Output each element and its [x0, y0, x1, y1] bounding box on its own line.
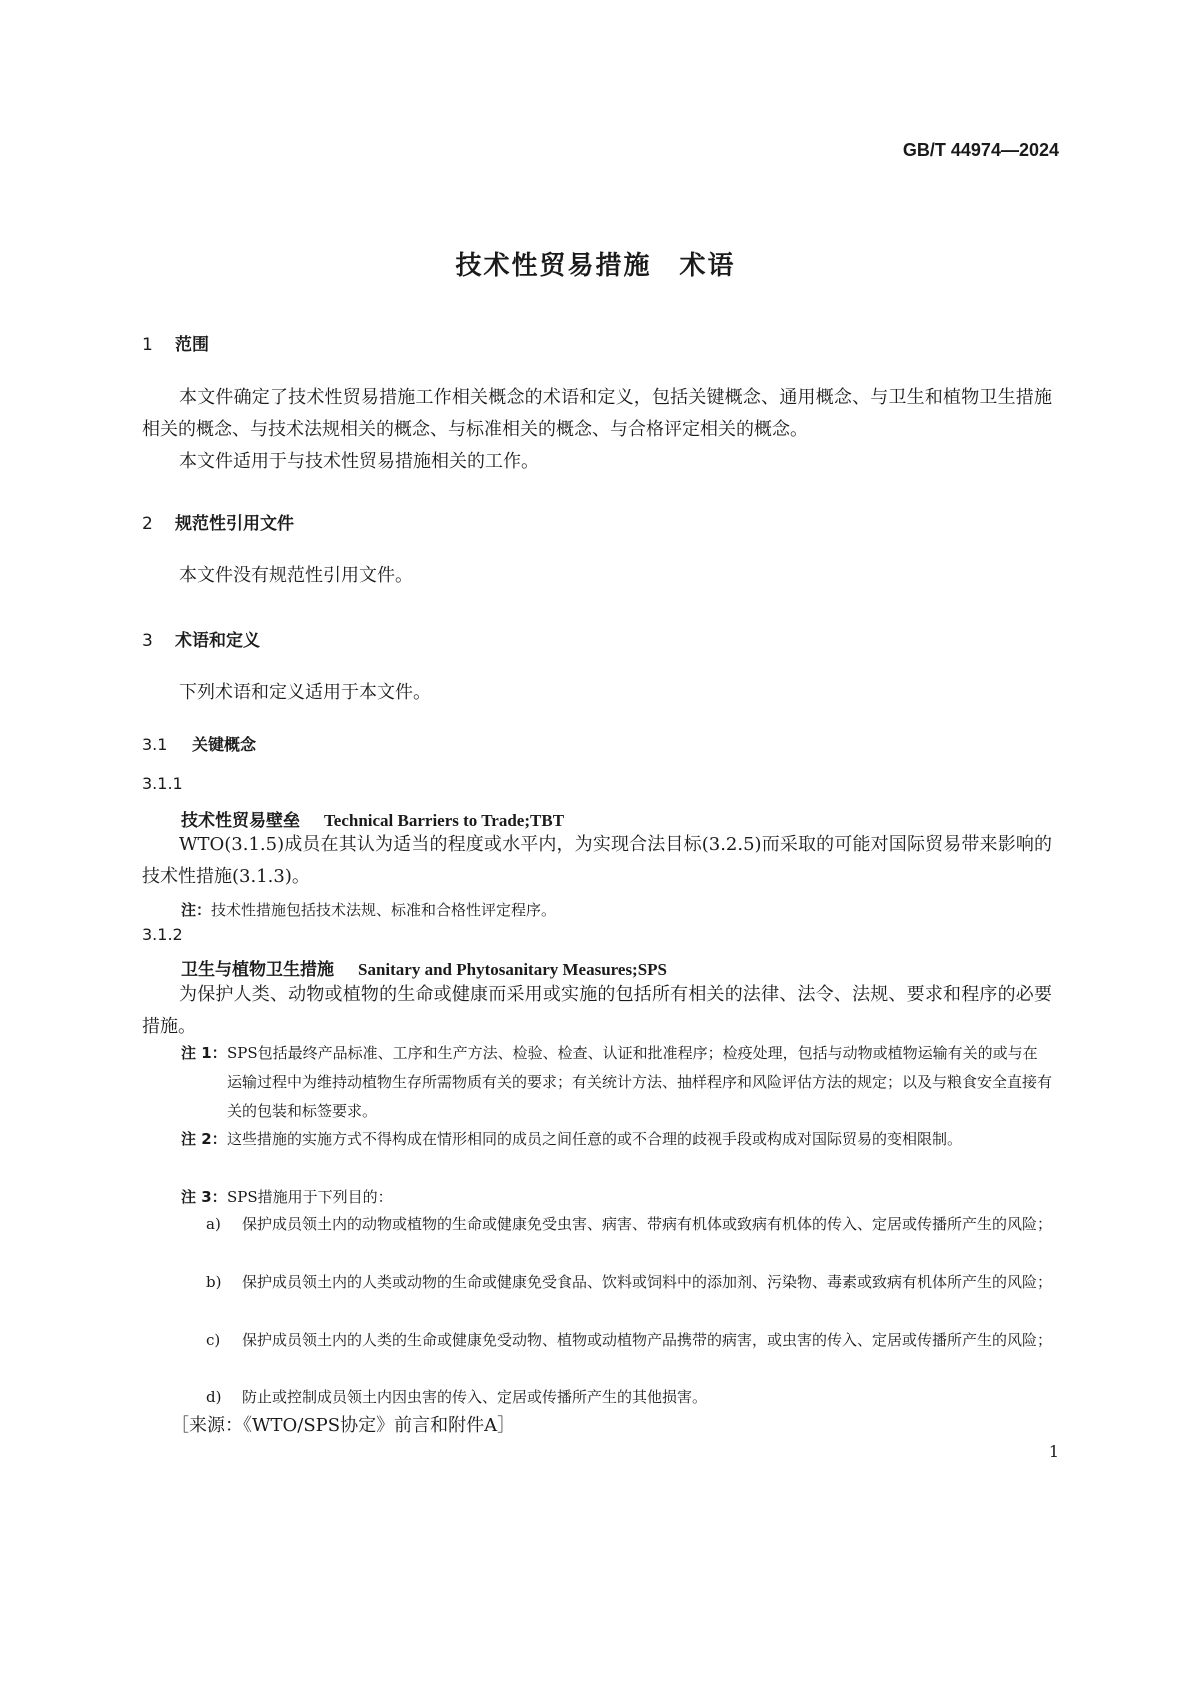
term-3-1-1-note — [181, 896, 1052, 924]
section-2-heading — [142, 509, 294, 534]
list-label: d) — [206, 1388, 222, 1406]
section-3-paragraph-1: 下列术语和定义适用于本文件。 — [179, 682, 431, 703]
list-item-a — [206, 1210, 1052, 1239]
section-1-paragraph-2: 本文件适用于与技术性贸易措施相关的工作。 — [179, 451, 539, 472]
section-title: 术语和定义 — [175, 631, 260, 651]
section-number: 2 — [142, 514, 153, 534]
document-title: 技术性贸易措施 术语 — [455, 251, 736, 281]
section-number: 1 — [142, 335, 153, 355]
term-english: Sanitary and Phytosanitary Measures;SPS — [358, 960, 668, 979]
subsection-number: 3.1 — [142, 735, 168, 754]
term-3-1-2-note-3 — [181, 1183, 1052, 1212]
list-text: 保护成员领土内的人类的生命或健康免受动物、植物或动植物产品携带的病害，或虫害的传入、定居或传播所产生的风险； — [242, 1331, 1053, 1349]
section-1-heading — [142, 330, 209, 355]
page-number: 1 — [1048, 1442, 1059, 1461]
list-text: 保护成员领土内的动物或植物的生命或健康免受虫害、病害、带病有机体或致病有机体的传入、定居或传播所产生的风险； — [242, 1215, 1053, 1233]
term-3-1-1-definition: WTO(3.1.5)成员在其认为适当的程度或水平内，为实现合法目标(3.2.5)而采取的可能对国际贸易带来影响的技术性措施(3.1.3)。 — [142, 834, 1052, 887]
list-label: b) — [206, 1273, 222, 1291]
section-number: 3 — [142, 631, 153, 651]
term-3-1-2-heading — [181, 955, 667, 980]
list-label: c) — [206, 1331, 221, 1349]
term-english: Technical Barriers to Trade;TBT — [324, 811, 565, 830]
term-3-1-1-number: 3.1.1 — [142, 774, 183, 793]
subsection-3-1-heading — [142, 732, 256, 755]
note-label: 注： — [181, 901, 212, 919]
term-3-1-2-note-1 — [181, 1039, 1052, 1126]
list-text: 防止或控制成员领土内因虫害的传入、定居或传播所产生的其他损害。 — [242, 1388, 708, 1406]
note-label: 注 3： — [181, 1188, 227, 1206]
term-chinese: 技术性贸易壁垒 — [181, 811, 300, 831]
list-item-d — [206, 1383, 1052, 1412]
note-text: SPS措施用于下列目的： — [227, 1188, 393, 1206]
section-title: 范围 — [175, 335, 209, 355]
term-3-1-2-definition: 为保护人类、动物或植物的生命或健康而采用或实施的包括所有相关的法律、法令、法规、要求和程序的必要措施。 — [142, 984, 1052, 1037]
list-label: a) — [206, 1215, 221, 1233]
note-text: 技术性措施包括技术法规、标准和合格性评定程序。 — [211, 901, 557, 919]
note-text: 这些措施的实施方式不得构成在情形相同的成员之间任意的或不合理的歧视手段或构成对国际贸易的变相限制。 — [227, 1130, 963, 1148]
standard-code: GB/T 44974—2024 — [902, 140, 1059, 160]
term-3-1-2-number: 3.1.2 — [142, 925, 183, 944]
term-chinese: 卫生与植物卫生措施 — [181, 960, 334, 980]
note-label: 注 1： — [181, 1044, 227, 1062]
note-label: 注 2： — [181, 1130, 227, 1148]
term-3-1-1-heading — [181, 806, 564, 831]
section-2-paragraph-1: 本文件没有规范性引用文件。 — [179, 565, 413, 586]
subsection-title: 关键概念 — [192, 735, 257, 754]
list-text: 保护成员领土内的人类或动物的生命或健康免受食品、饮料或饲料中的添加剂、污染物、毒素或致病有机体所产生的风险； — [242, 1273, 1053, 1291]
list-item-b — [206, 1268, 1052, 1297]
term-3-1-2-source: ［来源：《WTO/SPS协定》前言和附件A］ — [171, 1415, 516, 1436]
list-item-c — [206, 1326, 1052, 1355]
note-text: SPS包括最终产品标准、工序和生产方法、检验、检查、认证和批准程序；检疫处理，包括与动物或植物运输有关的或与在运输过程中为维持动植物生存所需物质有关的要求；有关统计方法、抽样程序和风险评估方法的规定；以及与粮食安全直接有关的包装和标签要求。 — [227, 1044, 1053, 1120]
section-1-paragraph-1: 本文件确定了技术性贸易措施工作相关概念的术语和定义，包括关键概念、通用概念、与卫生和植物卫生措施相关的概念、与技术法规相关的概念、与标准相关的概念、与合格评定相关的概念。 — [142, 387, 1052, 440]
section-title: 规范性引用文件 — [175, 514, 294, 534]
section-3-heading — [142, 626, 260, 651]
term-3-1-2-note-2 — [181, 1125, 1052, 1154]
